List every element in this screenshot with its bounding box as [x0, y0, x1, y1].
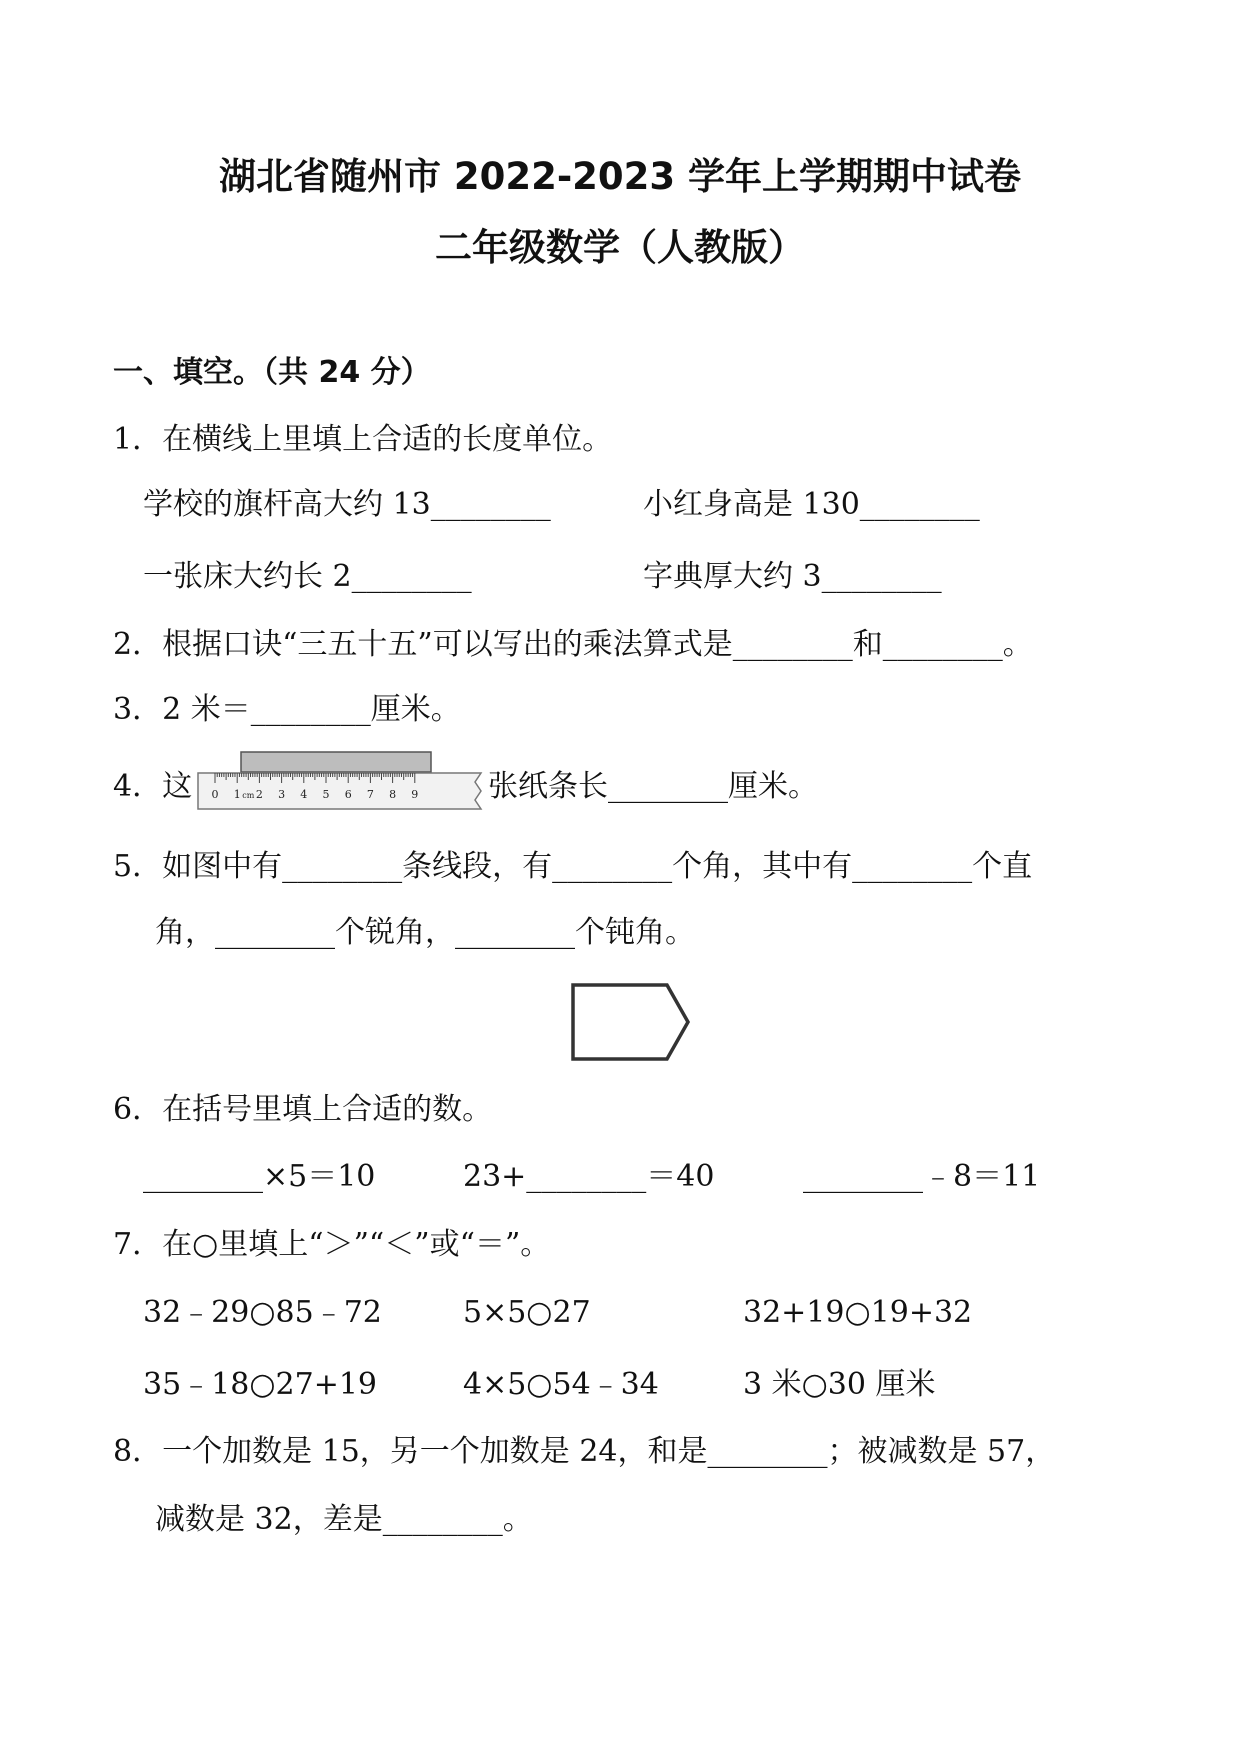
question-7b: 5×5○27	[463, 1295, 591, 1330]
ruler-label: 9	[411, 788, 419, 801]
question-2: 2．根据口诀“三五十五”可以写出的乘法算式是________和________。	[113, 627, 1033, 662]
ruler-label: 5	[322, 788, 330, 801]
question-5-line1: 5．如图中有________条线段，有________个角，其中有________个直	[113, 849, 1033, 884]
question-7a: 32﹣29○85﹣72	[143, 1295, 382, 1330]
question-3: 3．2 米＝________厘米。	[113, 692, 461, 727]
ruler-label: 7	[366, 788, 374, 801]
ruler-unit: cm	[242, 791, 255, 800]
question-8-line2: 减数是 32，差是________。	[155, 1502, 533, 1537]
question-7f: 3 米○30 厘米	[743, 1367, 936, 1402]
question-7e: 4×5○54﹣34	[463, 1367, 659, 1402]
question-6c: ________﹣8＝11	[803, 1159, 1041, 1194]
question-1d: 字典厚大约 3________	[643, 559, 942, 594]
question-6-stem: 6．在括号里填上合适的数。	[113, 1092, 493, 1127]
question-5-line2: 角，________个锐角，________个钝角。	[155, 915, 695, 950]
ruler-label: 0	[211, 788, 219, 801]
ruler-label: 1	[233, 788, 241, 801]
question-7d: 35﹣18○27+19	[143, 1367, 378, 1402]
ruler-label: 4	[300, 788, 308, 801]
paper-strip	[241, 752, 431, 772]
question-1a: 学校的旗杆高大约 13________	[143, 487, 551, 522]
question-4-before: 4．这	[113, 769, 193, 804]
ruler-with-paper-strip	[195, 750, 485, 818]
ruler-label: 6	[344, 788, 352, 801]
question-1-stem: 1．在横线上里填上合适的长度单位。	[113, 422, 613, 457]
ruler-label: 2	[255, 788, 263, 801]
question-7-stem: 7．在○里填上“＞”“＜”或“＝”。	[113, 1227, 551, 1262]
question-1b: 小红身高是 130________	[643, 487, 980, 522]
ruler-label: 8	[389, 788, 397, 801]
ruler-label: 3	[278, 788, 286, 801]
question-6a: ________×5＝10	[143, 1159, 376, 1194]
question-6b: 23+________＝40	[463, 1159, 715, 1194]
section-heading: 一、填空。（共 24 分）	[113, 355, 431, 390]
question-8-line1: 8．一个加数是 15，另一个加数是 24，和是________；被减数是 57，	[113, 1434, 1056, 1469]
pentagon-figure	[565, 975, 700, 1070]
question-4-after: 张纸条长________厘米。	[488, 769, 818, 804]
question-7c: 32+19○19+32	[743, 1295, 973, 1330]
exam-title: 湖北省随州市 2022-2023 学年上学期期中试卷	[218, 155, 1022, 198]
question-1c: 一张床大约长 2________	[143, 559, 472, 594]
exam-subtitle: 二年级数学（人教版）	[435, 226, 805, 269]
